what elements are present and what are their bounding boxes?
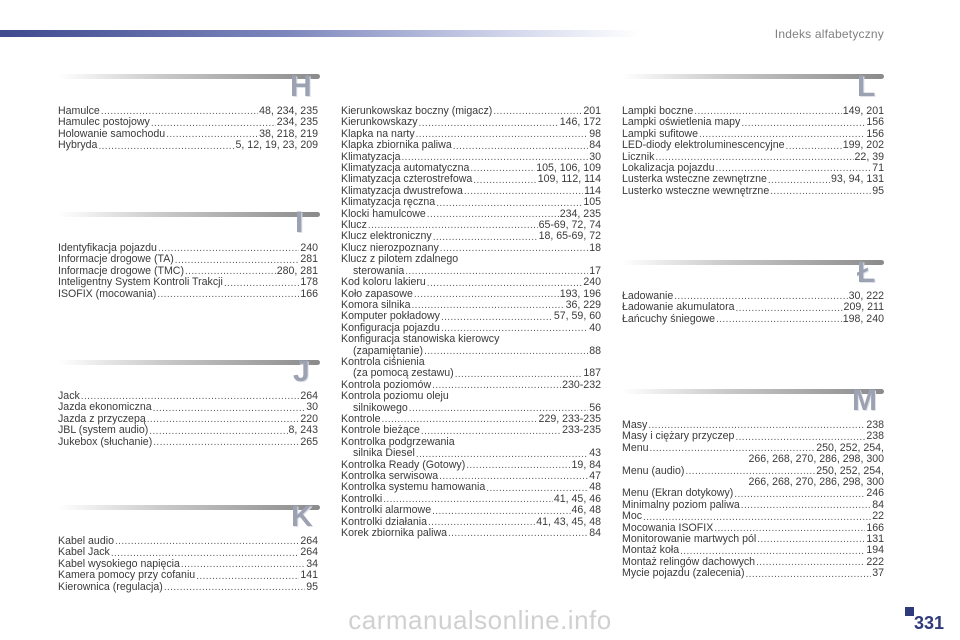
index-entry-leader-dots bbox=[473, 175, 536, 186]
index-entry-pages: 146, 172 bbox=[559, 116, 601, 129]
section-h-entries bbox=[58, 106, 318, 152]
index-entry-term: Kontrolka podgrzewania bbox=[341, 435, 455, 448]
index-entry-leader-dots bbox=[741, 118, 865, 129]
page-number: 331 bbox=[913, 613, 944, 633]
index-entry-term: Kontrolka systemu hamowania bbox=[341, 481, 486, 494]
index-entry-leader-dots bbox=[164, 582, 305, 593]
index-entry-pages: 280, 281 bbox=[276, 264, 318, 277]
index-entry-term: Klimatyzacja ręczna bbox=[341, 196, 436, 209]
index-entry-term: JBL (system audio) bbox=[58, 424, 149, 437]
index-entry-leader-dots bbox=[157, 289, 299, 300]
index-entry-term: Masy i ciężary przyczep bbox=[622, 430, 735, 443]
page-header-title: Indeks alfabetyczny bbox=[774, 27, 884, 41]
index-entry bbox=[58, 425, 318, 436]
index-entry-leader-dots bbox=[736, 303, 843, 314]
index-entry-pages: 264 bbox=[300, 546, 318, 559]
index-entry-pages: 40 bbox=[589, 321, 601, 334]
index-entry-term: Klimatyzacja czterostrefowa bbox=[341, 173, 473, 186]
index-entry-term: Klimatyzacja bbox=[341, 150, 401, 163]
index-entry-leader-dots bbox=[745, 569, 871, 580]
index-entry-pages: 193, 196 bbox=[559, 287, 601, 300]
index-entry-pages: 48, 234, 235 bbox=[259, 105, 318, 117]
index-entry-term: Ładowanie bbox=[622, 290, 674, 302]
section-j-entries bbox=[58, 391, 318, 448]
index-entry bbox=[341, 197, 601, 208]
section-rule-h bbox=[58, 74, 320, 79]
index-entry-pages: 57, 59, 60 bbox=[553, 310, 601, 323]
index-entry-leader-dots bbox=[440, 243, 588, 254]
index-entry-leader-dots bbox=[115, 536, 299, 547]
index-entry-term: Moc bbox=[622, 510, 643, 523]
index-entry-leader-dots bbox=[466, 460, 570, 471]
index-entry-leader-dots bbox=[224, 278, 299, 289]
index-entry-term: Menu bbox=[622, 441, 649, 454]
index-entry-pages: 238 bbox=[866, 419, 884, 431]
index-entry-term: Kontrolka serwisowa bbox=[341, 470, 439, 482]
header-gradient-bar bbox=[0, 30, 640, 37]
index-entry-term: silnikowego bbox=[353, 401, 408, 414]
section-letter-l-stroke: Ł bbox=[857, 256, 876, 289]
index-entry-pages: 48 bbox=[589, 481, 601, 494]
index-entry-pages: 38, 218, 219 bbox=[259, 127, 318, 140]
index-entry-term: Kontrola ciśnienia bbox=[341, 355, 425, 368]
index-entry bbox=[622, 186, 884, 197]
index-entry-pages: 5, 12, 19, 23, 209 bbox=[235, 139, 318, 152]
index-entry bbox=[58, 140, 318, 151]
index-entry-pages: 222 bbox=[866, 555, 884, 568]
index-entry-term: Ładowanie akumulatora bbox=[622, 301, 735, 314]
index-entry-term: Kamera pomocy przy cofaniu bbox=[58, 569, 196, 582]
index-entry-pages: 199, 202 bbox=[842, 139, 884, 152]
index-entry bbox=[341, 311, 601, 322]
index-entry-term: Monitorowanie martwych pól bbox=[622, 533, 757, 546]
index-entry-term: Kod koloru lakieru bbox=[341, 276, 426, 289]
index-entry-pages: 194 bbox=[866, 544, 884, 557]
index-entry-term: Klapka na narty bbox=[341, 127, 415, 140]
index-entry-pages: 234, 235 bbox=[559, 207, 601, 220]
index-entry-pages: 265 bbox=[300, 435, 318, 448]
index-entry-term: Kontrola poziomów bbox=[341, 378, 432, 391]
index-entry bbox=[58, 437, 318, 448]
index-entry-leader-dots bbox=[196, 571, 299, 582]
index-entry-term: Konfiguracja pojazdu bbox=[341, 321, 440, 334]
index-entry-pages: 95 bbox=[872, 184, 884, 197]
index-entry-leader-dots bbox=[151, 118, 276, 129]
index-entry-leader-dots bbox=[153, 437, 299, 448]
index-entry-term: ISOFIX (mocowania) bbox=[58, 287, 157, 300]
index-entry-pages: 98 bbox=[589, 127, 601, 140]
index-entry-pages: 141 bbox=[300, 569, 318, 582]
section-k-entries bbox=[58, 536, 318, 593]
index-entry-pages: 84 bbox=[589, 527, 601, 540]
index-entry-term: Menu (Ekran dotykowy) bbox=[622, 487, 734, 500]
index-entry-pages: 22, 39 bbox=[854, 150, 884, 163]
index-entry bbox=[58, 582, 318, 593]
index-entry-pages: 156 bbox=[866, 127, 884, 140]
index-entry-leader-dots bbox=[441, 312, 553, 323]
index-entry bbox=[341, 277, 601, 288]
index-entry-pages: 34 bbox=[306, 557, 318, 570]
index-entry-pages: 71 bbox=[872, 162, 884, 175]
index-entry-term: Klucz z pilotem zdalnego bbox=[341, 253, 459, 266]
index-entry-pages: 266, 268, 270, 286, 298, 300 bbox=[748, 453, 884, 466]
index-entry bbox=[622, 568, 884, 579]
index-entry-pages: 250, 252, 254, bbox=[816, 464, 884, 477]
index-entry-pages: 230-232 bbox=[562, 378, 601, 391]
watermark-text: carmanualsonline.info bbox=[348, 605, 612, 635]
index-entry-leader-dots bbox=[98, 141, 234, 152]
index-entry-pages: 209, 211 bbox=[843, 301, 884, 314]
index-entry-term: Klucz elektroniczny bbox=[341, 230, 432, 243]
index-entry bbox=[341, 505, 601, 516]
index-entry bbox=[622, 454, 884, 465]
index-entry-pages: 240 bbox=[583, 276, 601, 289]
index-entry-pages: 281 bbox=[300, 253, 318, 266]
index-entry-term: sterowania bbox=[353, 264, 405, 277]
index-entry-term: Jazda z przyczepą bbox=[58, 412, 146, 425]
index-entry-pages: 105, 106, 109 bbox=[536, 162, 601, 175]
index-entry-term: Identyfikacja pojazdu bbox=[58, 242, 157, 254]
index-entry-pages: 84 bbox=[589, 139, 601, 152]
index-entry-leader-dots bbox=[424, 346, 588, 357]
index-entry-term: Klocki hamulcowe bbox=[341, 207, 426, 220]
index-entry-term: Kontrolki działania bbox=[341, 515, 427, 528]
index-entry-term: Kontrole bbox=[341, 412, 381, 425]
index-entry-pages: 18 bbox=[589, 241, 601, 254]
index-entry-pages: 46, 48 bbox=[571, 504, 601, 517]
index-entry bbox=[622, 314, 884, 325]
index-entry bbox=[341, 448, 601, 459]
index-entry-pages: 178 bbox=[300, 276, 318, 289]
index-entry-leader-dots bbox=[181, 559, 305, 570]
section-letter-j: J bbox=[293, 355, 310, 388]
index-entry-term: Kabel audio bbox=[58, 535, 114, 547]
index-entry-pages: 238 bbox=[866, 430, 884, 443]
section-i-entries bbox=[58, 243, 318, 300]
index-entry-term: Kontrolki alarmowe bbox=[341, 504, 432, 517]
index-entry-term: Lampki boczne bbox=[622, 105, 694, 117]
index-entry-term: Klimatyzacja automatyczna bbox=[341, 162, 470, 175]
index-entry-leader-dots bbox=[419, 118, 559, 129]
index-entry-term: Informacje drogowe (TMC) bbox=[58, 264, 184, 277]
section-rule-l bbox=[622, 74, 884, 79]
index-entry-pages: 56 bbox=[589, 401, 601, 414]
index-entry-leader-dots bbox=[414, 289, 559, 300]
index-entry-pages: 233-235 bbox=[562, 424, 601, 437]
index-entry bbox=[341, 528, 601, 539]
index-entry-term: Korek zbiornika paliwa bbox=[341, 527, 447, 540]
index-entry-term: Hamulce bbox=[58, 105, 100, 117]
index-entry-pages: 36, 229 bbox=[565, 298, 601, 311]
index-entry-term: Kierownica (regulacja) bbox=[58, 580, 163, 593]
index-entry-leader-dots bbox=[405, 266, 588, 277]
index-entry-term: Klucz bbox=[341, 219, 367, 232]
index-entry-term: Mycie pojazdu (zalecenia) bbox=[622, 567, 745, 580]
index-entry-pages: 30, 222 bbox=[848, 290, 884, 302]
index-entry-pages: 84 bbox=[872, 498, 884, 511]
index-entry-pages: 187 bbox=[583, 367, 601, 380]
index-entry-term: Inteligentny System Kontroli Trakcji bbox=[58, 276, 223, 289]
index-entry-leader-dots bbox=[416, 449, 588, 460]
index-entry-pages: 41, 45, 46 bbox=[553, 492, 601, 505]
index-entry bbox=[341, 334, 601, 345]
index-entry-term: Kontrolki bbox=[341, 492, 383, 505]
index-entry-leader-dots bbox=[770, 186, 871, 197]
index-entry-leader-dots bbox=[757, 534, 865, 545]
index-entry-pages: 240 bbox=[300, 242, 318, 254]
index-entry-pages: 93, 94, 131 bbox=[830, 173, 884, 186]
index-entry-term: silnika Diesel bbox=[353, 447, 415, 460]
section-rule-j bbox=[58, 360, 320, 365]
index-entry-term: Konfiguracja stanowiska kierowcy bbox=[341, 333, 500, 346]
index-entry-leader-dots bbox=[433, 232, 538, 243]
index-entry-pages: 95 bbox=[306, 580, 318, 593]
index-entry-term: Jack bbox=[58, 390, 80, 402]
index-entry-term: (zapamiętanie) bbox=[353, 344, 424, 357]
index-entry bbox=[622, 500, 884, 511]
index-entry-pages: 37 bbox=[872, 567, 884, 580]
index-entry-leader-dots bbox=[470, 163, 535, 174]
index-entry-pages: 156 bbox=[866, 116, 884, 129]
index-entry-pages: 17 bbox=[589, 264, 601, 277]
index-entry-term: Łańcuchy śniegowe bbox=[622, 312, 716, 325]
index-entry-leader-dots bbox=[427, 278, 583, 289]
index-entry-term: Hamulec postojowy bbox=[58, 116, 150, 129]
index-entry-pages: 109, 112, 114 bbox=[537, 173, 601, 186]
index-entry-pages: 229, 233-235 bbox=[538, 412, 601, 425]
index-entry-leader-dots bbox=[432, 380, 561, 391]
index-entry-term: Montaż koła bbox=[622, 544, 680, 557]
index-entry-leader-dots bbox=[149, 426, 287, 437]
index-entry-pages: 266, 268, 270, 286, 298, 300 bbox=[748, 476, 884, 489]
index-entry-term: Kontrola poziomu oleju bbox=[341, 390, 449, 403]
index-entry-pages: 88 bbox=[589, 344, 601, 357]
index-entry-leader-dots bbox=[436, 198, 582, 209]
index-entry-pages: 19, 84 bbox=[571, 458, 601, 471]
index-entry-term: Jukebox (słuchanie) bbox=[58, 435, 153, 448]
index-entry-leader-dots bbox=[786, 141, 842, 152]
section-rule-i bbox=[58, 212, 320, 217]
index-entry bbox=[341, 391, 601, 402]
index-entry-term: Jazda ekonomiczna bbox=[58, 401, 152, 414]
index-entry-term: Montaż relingów dachowych bbox=[622, 555, 756, 568]
index-entry-term: Masy bbox=[622, 419, 648, 431]
index-entry-leader-dots bbox=[768, 175, 830, 186]
index-entry-term: Kontrole bieżące bbox=[341, 424, 420, 437]
index-entry-leader-dots bbox=[716, 314, 842, 325]
section-l-stroke-entries bbox=[622, 291, 884, 325]
index-entry bbox=[622, 511, 884, 522]
index-entry-leader-dots bbox=[153, 403, 306, 414]
index-entry-term: Koło zapasowe bbox=[341, 287, 413, 300]
index-entry-pages: 18, 65-69, 72 bbox=[538, 230, 601, 243]
index-entry-pages: 264 bbox=[300, 535, 318, 547]
index-entry-pages: 166 bbox=[866, 521, 884, 534]
index-entry-term: Licznik bbox=[622, 150, 655, 163]
index-entry-pages: 220 bbox=[300, 412, 318, 425]
index-entry-term: LED-diody elektroluminescencyjne bbox=[622, 139, 785, 152]
index-entry-term: Lusterko wsteczne wewnętrzne bbox=[622, 184, 770, 197]
index-entry-term: Kabel wysokiego napięcia bbox=[58, 557, 180, 570]
index-entry-term: Lampki oświetlenia mapy bbox=[622, 116, 741, 129]
index-entry-pages: 166 bbox=[300, 287, 318, 300]
index-entry-leader-dots bbox=[756, 557, 865, 568]
section-l-entries bbox=[622, 106, 884, 197]
section-letter-l: L bbox=[857, 70, 876, 103]
index-entry-term: Klucz nierozpoznany bbox=[341, 241, 439, 254]
index-entry-pages: 114 bbox=[584, 184, 601, 197]
index-entry-pages: 43 bbox=[589, 447, 601, 460]
index-entry-leader-dots bbox=[741, 500, 871, 511]
index-entry-term: Mocowania ISOFIX bbox=[622, 521, 714, 534]
index-entry-pages: 8, 243 bbox=[288, 424, 318, 437]
index-entry-leader-dots bbox=[643, 512, 871, 523]
index-entry-leader-dots bbox=[453, 141, 588, 152]
index-entry bbox=[58, 289, 318, 300]
index-entry-term: Komora silnika bbox=[341, 298, 411, 311]
index-entry-term: Komputer pokładowy bbox=[341, 310, 440, 323]
index-entry-pages: 30 bbox=[589, 150, 601, 163]
index-entry-pages: 149, 201 bbox=[842, 105, 884, 117]
index-entry-pages: 65-69, 72, 74 bbox=[538, 219, 601, 232]
index-entry-pages: 234, 235 bbox=[276, 116, 318, 129]
index-entry bbox=[58, 277, 318, 288]
section-rule-l-stroke bbox=[622, 260, 884, 265]
index-entry-term: Klapka zbiornika paliwa bbox=[341, 139, 452, 152]
section-k-continued-entries bbox=[341, 106, 601, 539]
section-letter-m: M bbox=[852, 384, 877, 417]
index-entry-pages: 22 bbox=[872, 510, 884, 523]
index-entry-pages: 131 bbox=[866, 533, 884, 546]
index-entry-term: Lusterka wsteczne zewnętrzne bbox=[622, 173, 767, 186]
index-entry-term: Klimatyzacja dwustrefowa bbox=[341, 184, 463, 197]
index-entry-term: Lokalizacja pojazdu bbox=[622, 162, 715, 175]
index-entry bbox=[341, 140, 601, 151]
section-letter-i: I bbox=[295, 206, 304, 239]
index-entry-pages: 30 bbox=[306, 401, 318, 414]
index-entry bbox=[341, 254, 601, 265]
index-entry-term: Hybryda bbox=[58, 139, 98, 152]
index-entry-pages: 41, 43, 45, 48 bbox=[536, 515, 601, 528]
index-entry-leader-dots bbox=[147, 414, 300, 425]
section-m-entries bbox=[622, 420, 884, 580]
index-entry-pages: 250, 252, 254, bbox=[816, 441, 884, 454]
section-rule-k bbox=[58, 505, 320, 510]
index-entry-pages: 198, 240 bbox=[842, 312, 884, 325]
index-entry-leader-dots bbox=[734, 489, 865, 500]
index-entry-leader-dots bbox=[448, 528, 588, 539]
index-entry-leader-dots bbox=[464, 186, 583, 197]
index-entry-term: Kontrolka Ready (Gotowy) bbox=[341, 458, 466, 471]
index-entry bbox=[58, 570, 318, 581]
index-entry bbox=[622, 140, 884, 151]
index-entry-term: Minimalny poziom paliwa bbox=[622, 498, 740, 511]
index-entry-term: Kabel Jack bbox=[58, 546, 110, 559]
index-entry-pages: 201 bbox=[583, 105, 601, 117]
section-letter-k: K bbox=[291, 500, 313, 533]
index-entry-pages: 264 bbox=[300, 390, 318, 402]
index-entry-pages: 105 bbox=[583, 196, 601, 209]
index-entry-term: Kierunkowskaz boczny (migacz) bbox=[341, 105, 493, 117]
index-entry-pages: 246 bbox=[866, 487, 884, 500]
index-entry-leader-dots bbox=[158, 243, 299, 254]
index-entry-term: Informacje drogowe (TA) bbox=[58, 253, 174, 266]
index-entry-term: Lampki sufitowe bbox=[622, 127, 698, 140]
index-entry-term: Menu (audio) bbox=[622, 464, 685, 477]
index-entry-term: Kierunkowskazy bbox=[341, 116, 418, 129]
index-entry-term: (za pomocą zestawu) bbox=[353, 367, 454, 380]
index-entry-term: Holowanie samochodu bbox=[58, 127, 166, 140]
section-letter-h: H bbox=[290, 70, 312, 103]
section-rule-m bbox=[622, 389, 884, 394]
index-entry-leader-dots bbox=[432, 506, 570, 517]
index-entry-pages: 47 bbox=[589, 470, 601, 482]
